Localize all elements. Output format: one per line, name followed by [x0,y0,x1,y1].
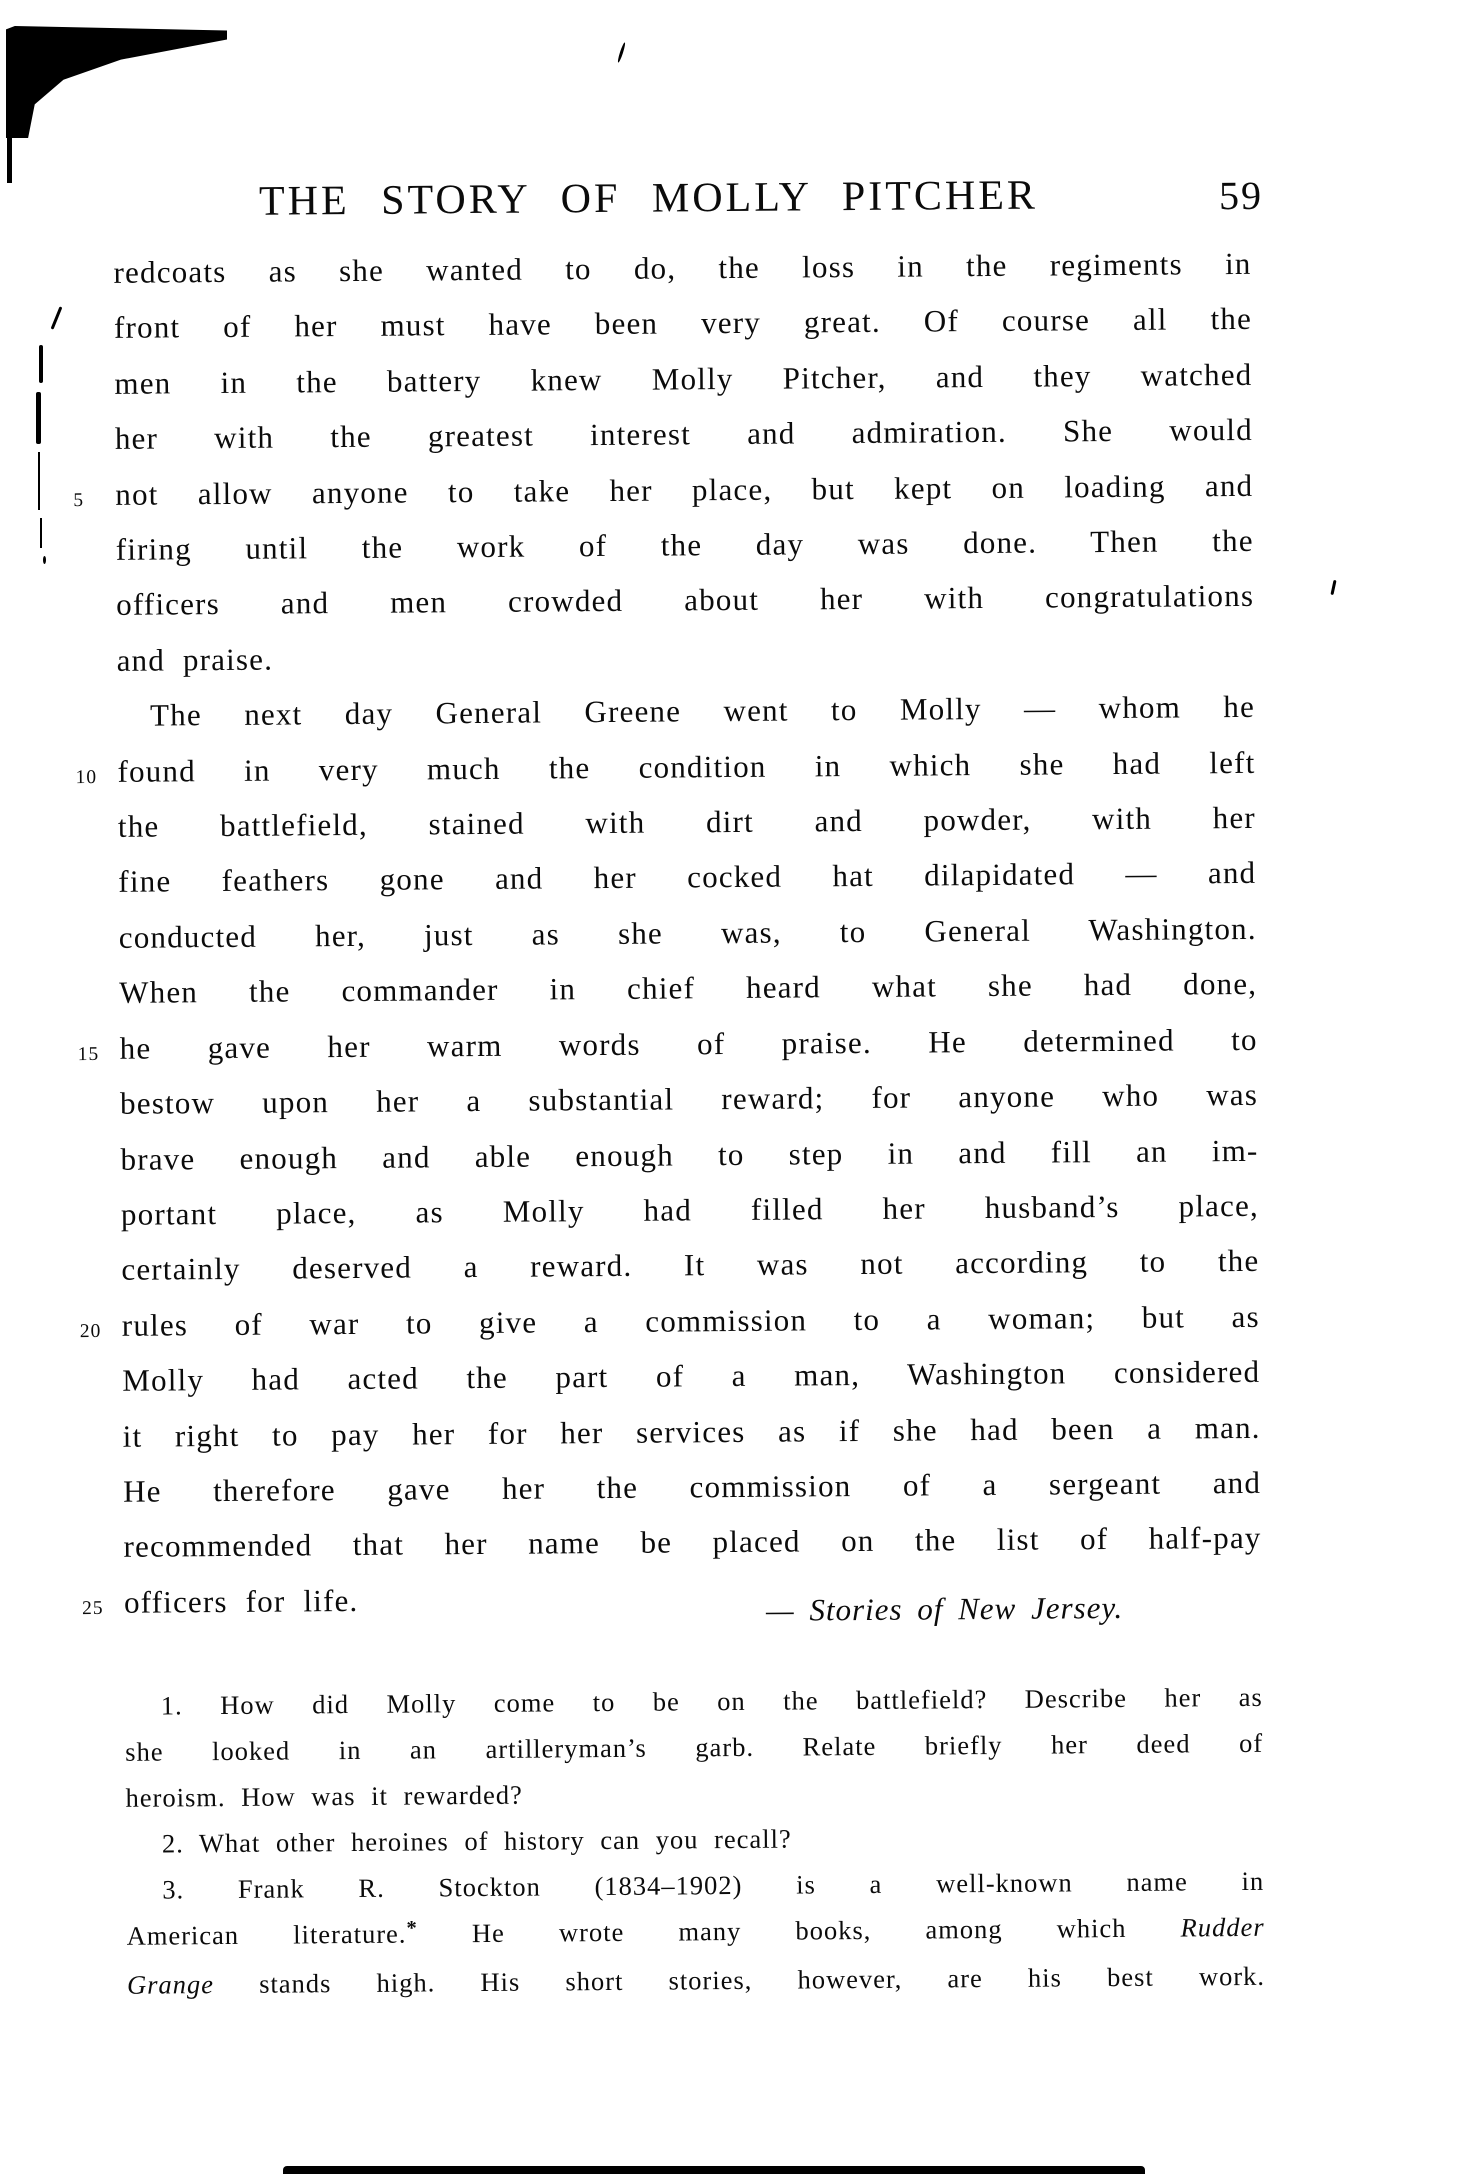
line-text: The next day General Greene went to Molly — whom he [149,689,1256,733]
line-text: Molly had acted the part of a man, Washington considered [122,1353,1261,1398]
line-text: men in the battery knew Molly Pitcher, and they watched [114,356,1253,401]
book-title: Rudder [1180,1911,1265,1943]
text-line [123,1455,1261,1519]
line-text: 3. Frank R. Stockton (1834–1902) is a well-known name in [162,1865,1265,1905]
page-header [0,0,1458,236]
page-number: 59 [1218,172,1264,219]
text-line [121,1233,1259,1297]
line-text: officers and men crowded about her with congratulations [116,578,1255,623]
line-text: her with the greatest interest and admiration. She would [114,412,1253,457]
line-text: officers for life. [123,1582,359,1620]
text-line [116,568,1254,632]
line-text: heroism. How was it rewarded? [125,1779,523,1813]
text-line [119,901,1257,965]
line-text: When the commander in chief heard what she had done, [119,966,1258,1011]
text-line [73,458,1254,522]
line-text: bestow upon her a substantial reward; for anyone who was [119,1076,1259,1121]
book-title: Grange [126,1969,215,2000]
line-text: it right to pay her for her services as if she had been a man. [122,1409,1261,1454]
line-number-marker: 5 [73,489,85,511]
line-text: He therefore gave her the commission of a sergeant and [123,1464,1262,1509]
line-text: not allow anyone to take her place, but kept on loading and [115,467,1254,512]
line-text: brave enough and able enough to step in and fill an im- [120,1132,1259,1177]
line-text: found in very much the condition in which she had left [117,744,1256,789]
line-text: certainly deserved a reward. It was not according to the [121,1243,1260,1288]
question-line [126,1904,1264,1962]
text-line [79,1289,1260,1353]
footnote-mark: * [406,1917,418,1940]
text-line [120,1122,1258,1186]
text-line [122,1399,1260,1463]
question-line [127,1953,1265,2008]
line-text: firing until the work of the day was done. Then the [115,522,1254,567]
line-number-marker: 10 [75,766,98,788]
line-text: she looked in an artilleryman’s garb. Relate briefly her deed of [125,1727,1264,1767]
text-line [118,790,1256,854]
line-number-marker: 15 [77,1043,100,1065]
text-line [116,513,1254,577]
text-line [122,1344,1260,1408]
line-text: front of her must have been very great. Of course all the [113,301,1253,346]
line-number-marker: 25 [81,1597,104,1619]
text-line [121,1178,1259,1242]
text-line [75,735,1256,799]
line-text: He wrote many books, among which [417,1912,1181,1949]
source-attribution: — Stories of New Jersey. [765,1589,1124,1628]
line-text: portant place, as Molly had filled her husband’s place, [120,1187,1260,1232]
body-text [73,236,1262,1630]
text-line [116,624,1254,688]
text-line [114,291,1252,355]
line-number-marker: 20 [79,1320,102,1342]
line-text: stands high. His short stories, however, are his best work. [213,1960,1266,2000]
text-line [113,236,1251,300]
line-text: rules of war to give a commission to a woman; but as [121,1298,1260,1343]
text-line [119,956,1257,1020]
text-line [115,402,1253,466]
text-line [117,679,1255,743]
page-title: THE STORY OF MOLLY PITCHER [258,172,1039,225]
line-text: the battlefield, stained with dirt and powder, with her [117,799,1257,844]
text-line [120,1067,1258,1131]
text-line [114,347,1252,411]
text-line [118,845,1256,909]
line-text: 1. How did Molly come to be on the battlefield? Describe her as [160,1681,1263,1721]
line-text: recommended that her name be placed on the list of half-pay [123,1520,1262,1565]
text-line [123,1510,1261,1574]
line-text: 2. What other heroines of history can you recall? [161,1823,792,1859]
line-text: redcoats as she wanted to do, the loss in the regiments in [113,245,1252,290]
line-text: he gave her warm words of praise. He determined to [119,1021,1258,1066]
line-text: fine feathers gone and her cocked hat dilapidated — and [118,855,1257,900]
line-text: American literature. [126,1918,407,1951]
study-questions [125,1674,1266,2008]
text-line [77,1012,1258,1076]
line-text: and praise. [116,641,274,678]
line-text: conducted her, just as she was, to General Washington. [118,910,1257,955]
